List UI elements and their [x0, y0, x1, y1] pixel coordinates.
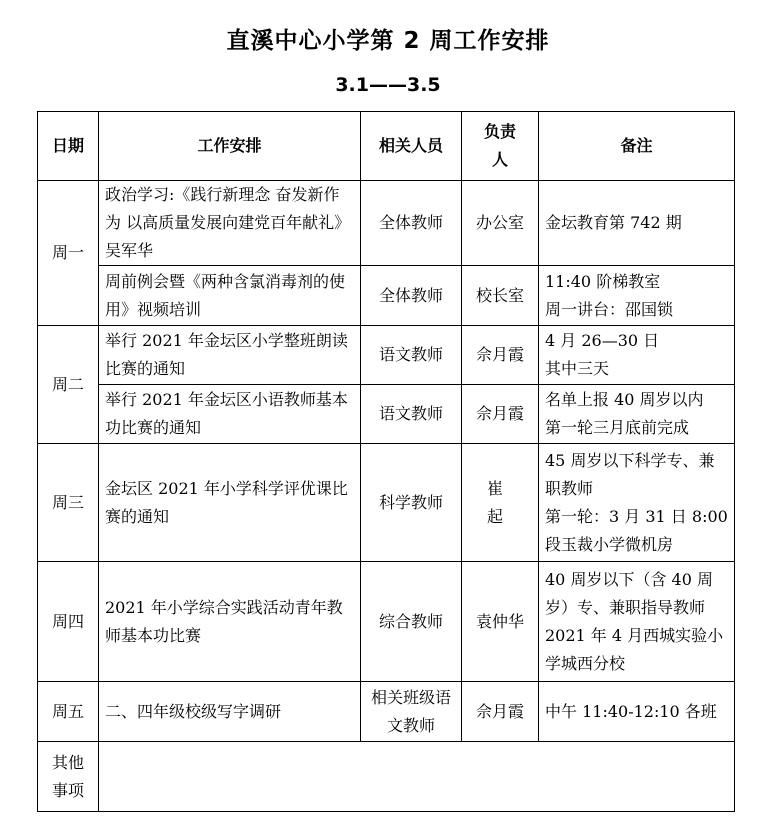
work-cell: 政治学习:《践行新理念 奋发新作为 以高质量发展向建党百年献礼》吴军华 — [99, 181, 361, 266]
notes-line: 第一轮：3 月 31 日 8:00 段玉裁小学微机房 — [545, 506, 728, 554]
table-row — [38, 742, 735, 812]
header-responsible-line2: 人 — [491, 150, 508, 169]
header-work: 工作安排 — [99, 112, 361, 181]
work-cell: 2021 年小学综合实践活动青年教师基本功比赛 — [99, 562, 361, 682]
day-other — [38, 742, 99, 812]
people-cell: 相关班级语文教师 — [361, 682, 462, 742]
notes-line: 名单上报 40 周岁以内 — [545, 390, 704, 409]
people-cell: 科学教师 — [361, 444, 462, 562]
responsible-cell: 崔 起 — [462, 444, 539, 562]
header-date: 日期 — [38, 112, 99, 181]
header-notes: 备注 — [539, 112, 735, 181]
people-cell: 全体教师 — [361, 266, 462, 326]
notes-cell — [539, 444, 735, 562]
notes-cell — [539, 181, 735, 266]
notes-line: 中午 11:40-12:10 各班 — [545, 701, 717, 721]
responsible-cell: 佘月霞 — [462, 385, 539, 444]
date-range: 3.1——3.5 — [335, 74, 441, 96]
notes-line: 其中三天 — [545, 359, 610, 378]
notes-line: 第一轮三月底前完成 — [545, 418, 690, 437]
table-row — [38, 444, 735, 562]
header-row — [38, 112, 735, 181]
day-other-line2: 事项 — [51, 780, 84, 800]
day-tuesday: 周二 — [38, 326, 99, 444]
responsible-cell: 办公室 — [462, 181, 539, 266]
day-other-line1: 其他 — [51, 752, 84, 772]
notes-line: 40 周岁以下（含 40 周岁）专、兼职指导教师 2021 年 4 月西城实验小学城西分校 — [545, 569, 724, 673]
schedule-table — [37, 111, 735, 812]
notes-line: 45 周岁以下科学专、兼职教师 — [545, 450, 715, 498]
responsible-cell: 校长室 — [462, 266, 539, 326]
people-cell: 语文教师 — [361, 385, 462, 444]
other-content-cell — [99, 742, 735, 812]
notes-line: 4 月 26—30 日 — [545, 331, 660, 350]
people-cell: 语文教师 — [361, 326, 462, 385]
day-friday: 周五 — [38, 682, 99, 742]
notes-cell — [539, 682, 735, 742]
notes-cell — [539, 562, 735, 682]
people-cell: 全体教师 — [361, 181, 462, 266]
day-thursday: 周四 — [38, 562, 99, 682]
header-responsible — [462, 112, 539, 181]
notes-cell — [539, 266, 735, 326]
header-people: 相关人员 — [361, 112, 462, 181]
day-monday: 周一 — [38, 181, 99, 326]
responsible-cell: 袁仲华 — [462, 562, 539, 682]
work-cell: 周前例会暨《两种含氯消毒剂的使用》视频培训 — [99, 266, 361, 326]
table-row — [38, 385, 735, 444]
table-row — [38, 562, 735, 682]
page-title: 直溪中心小学第 2 周工作安排 — [226, 28, 550, 54]
table-row — [38, 682, 735, 742]
responsible-cell: 佘月霞 — [462, 682, 539, 742]
notes-cell — [539, 385, 735, 444]
day-wednesday: 周三 — [38, 444, 99, 562]
header-responsible-line1: 负责 — [483, 122, 516, 141]
work-cell: 举行 2021 年金坛区小语教师基本功比赛的通知 — [99, 385, 361, 444]
table-row — [38, 181, 735, 266]
notes-line: 金坛教育第 742 期 — [545, 213, 682, 232]
table-row — [38, 326, 735, 385]
notes-line: 周一讲台：邵国锁 — [545, 299, 674, 319]
people-cell: 综合教师 — [361, 562, 462, 682]
work-cell: 金坛区 2021 年小学科学评优课比赛的通知 — [99, 444, 361, 562]
notes-cell — [539, 326, 735, 385]
table-row — [38, 266, 735, 326]
work-cell: 举行 2021 年金坛区小学整班朗读比赛的通知 — [99, 326, 361, 385]
notes-line: 11:40 阶梯教室 — [545, 271, 661, 291]
work-cell: 二、四年级校级写字调研 — [99, 682, 361, 742]
responsible-cell: 佘月霞 — [462, 326, 539, 385]
